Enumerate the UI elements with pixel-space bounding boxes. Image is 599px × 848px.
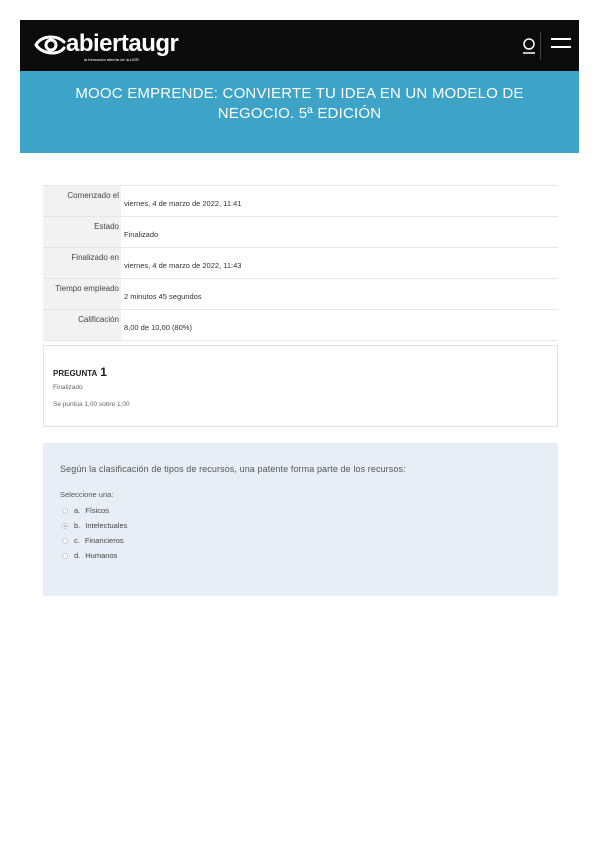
summary-label: Estado [43, 217, 121, 247]
summary-label: Finalizado en [43, 248, 121, 278]
answer-label: Intelectuales [85, 521, 128, 530]
answer-letter: b. [74, 521, 81, 530]
question-heading-label: PREGUNTA [53, 369, 98, 378]
answer-letter: a. [74, 506, 81, 515]
summary-row-grade [43, 309, 558, 341]
answer-list [62, 503, 127, 563]
question-heading [53, 365, 107, 379]
question-number: 1 [100, 365, 107, 379]
summary-row-started [43, 185, 558, 216]
logo-mark-icon [34, 34, 66, 56]
answer-option-a[interactable] [62, 503, 127, 518]
radio-button[interactable] [62, 538, 68, 544]
attempt-summary-table [43, 185, 558, 341]
answer-prompt: Seleccione una: [60, 490, 114, 499]
answer-label: Humanos [85, 551, 118, 560]
summary-label: Calificación [43, 310, 121, 340]
answer-label: Financieros [84, 536, 124, 545]
radio-button[interactable] [62, 553, 68, 559]
search-icon [521, 37, 537, 55]
summary-value: viernes, 4 de marzo de 2022, 11:41 [124, 199, 242, 208]
question-grade: Se puntúa 1,00 sobre 1,00 [53, 401, 130, 408]
summary-value: 8,00 de 10,00 (80%) [124, 323, 192, 332]
hamburger-menu-icon [551, 46, 571, 48]
answer-option-b[interactable] [62, 518, 127, 533]
course-title: MOOC EMPRENDE: CONVIERTE TU IDEA EN UN MODELO DE NEGOCIO. 5ª EDICIÓN [75, 85, 524, 122]
radio-button-selected[interactable] [62, 523, 68, 529]
radio-button[interactable] [62, 508, 68, 514]
answer-letter: c. [74, 536, 80, 545]
question-text: Según la clasificación de tipos de recursos, una patente forma parte de los recursos: [60, 464, 406, 474]
question-state: Finalizado [53, 384, 83, 391]
answer-letter: d. [74, 551, 81, 560]
summary-label: Comenzado el [43, 186, 121, 216]
header-divider [540, 32, 541, 60]
menu-button[interactable] [551, 38, 571, 52]
site-logo[interactable] [34, 30, 194, 70]
summary-value: Finalizado [124, 230, 159, 239]
logo-tagline: la formación abierta de la UGR [84, 57, 139, 62]
question-content [43, 443, 558, 596]
summary-row-time [43, 278, 558, 309]
summary-row-finished [43, 247, 558, 278]
answer-label: Físicos [85, 506, 110, 515]
summary-value: 2 minutos 45 segundos [124, 292, 202, 301]
question-info-box [43, 345, 558, 427]
summary-value: viernes, 4 de marzo de 2022, 11:43 [124, 261, 242, 270]
top-navbar [20, 20, 579, 71]
search-button[interactable] [521, 37, 537, 55]
answer-option-d[interactable] [62, 548, 127, 563]
summary-row-state [43, 216, 558, 247]
answer-option-c[interactable] [62, 533, 127, 548]
logo-text: abiertaugr [66, 30, 179, 57]
summary-label: Tiempo empleado [43, 279, 121, 309]
course-banner [20, 71, 579, 153]
hamburger-menu-icon [551, 38, 571, 40]
